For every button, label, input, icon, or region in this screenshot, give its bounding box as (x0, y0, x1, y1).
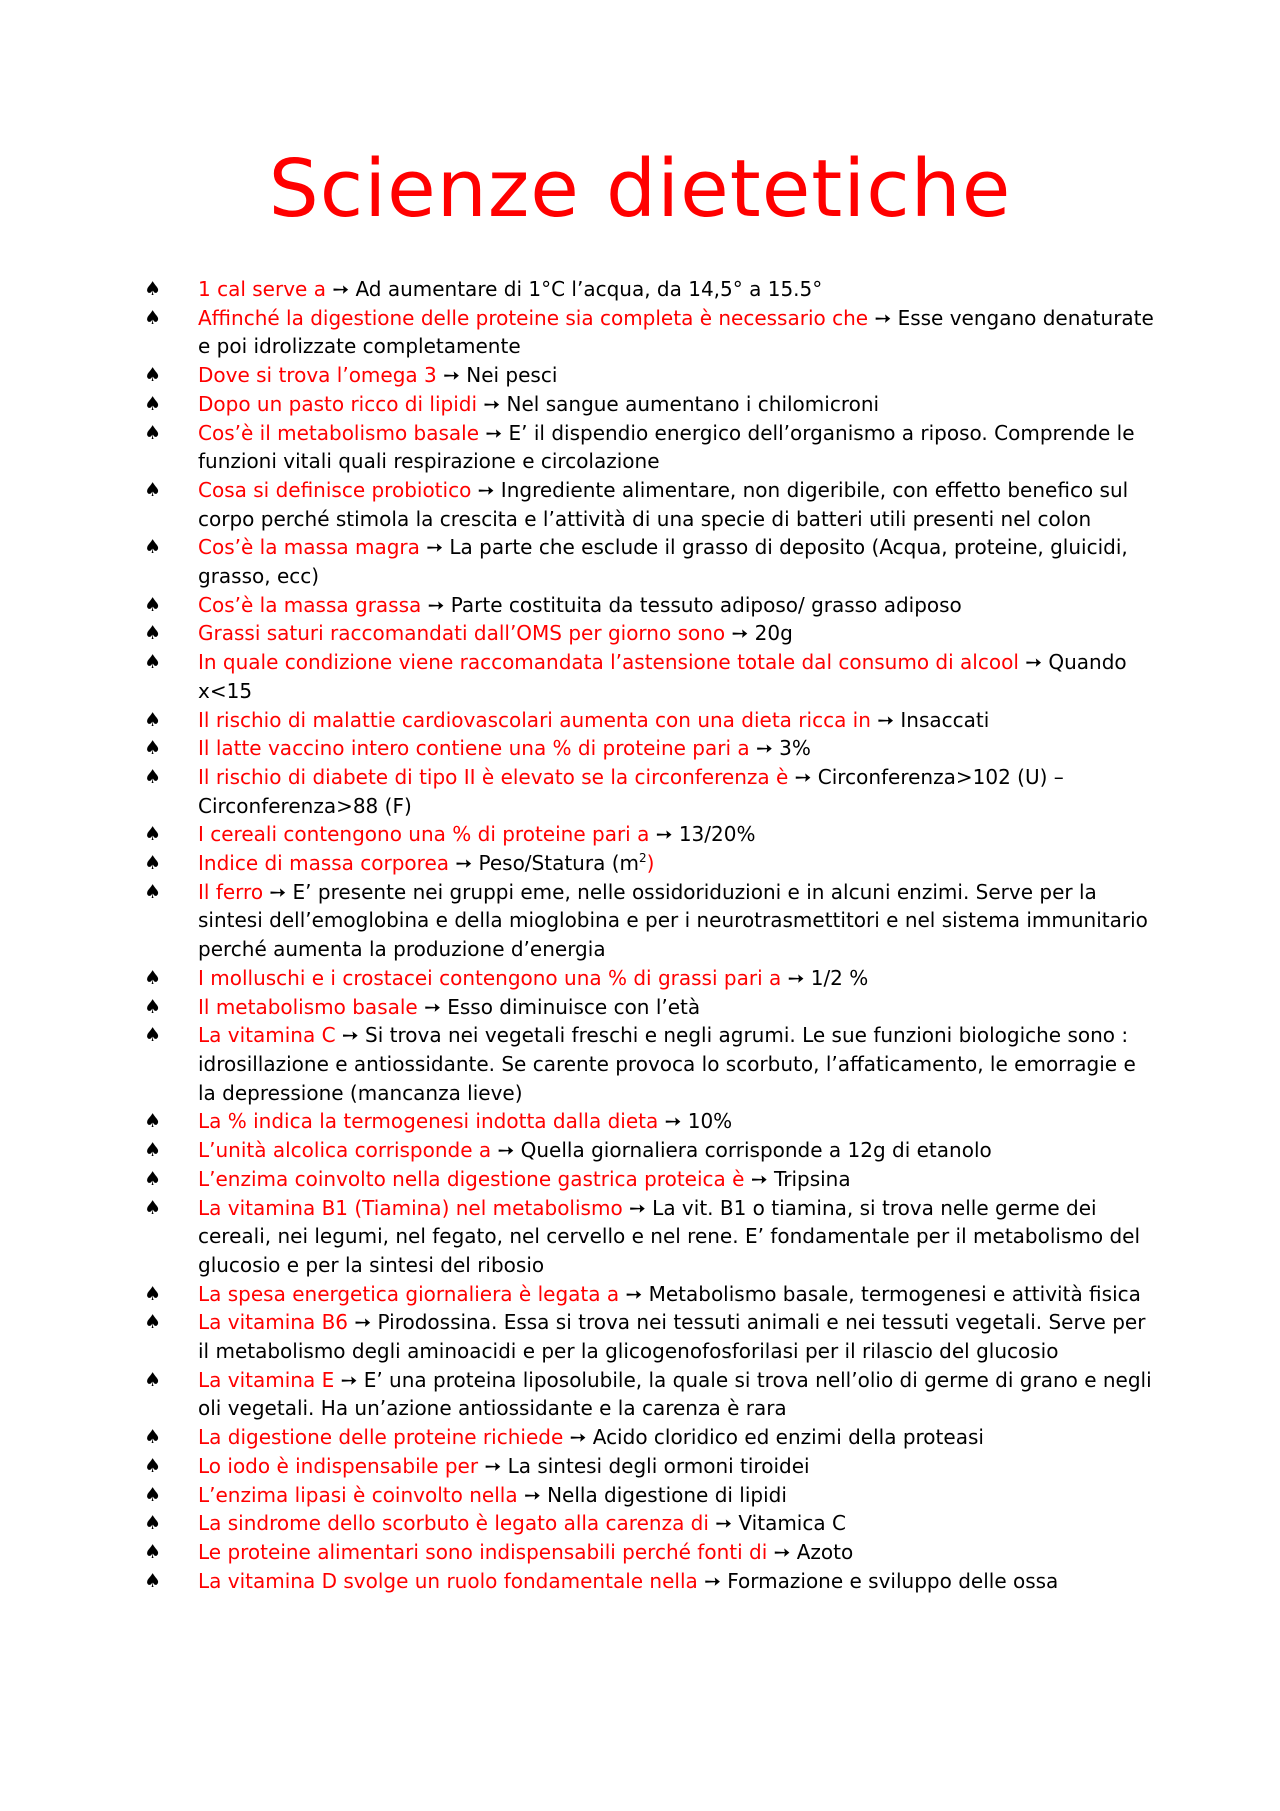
qa-list (144, 275, 1158, 1595)
qa-item (144, 304, 1158, 361)
qa-item (144, 476, 1158, 533)
qa-item (144, 275, 1158, 304)
arrow-icon: ➙ (483, 391, 501, 416)
qa-item (144, 1165, 1158, 1194)
answer-text: Esse vengano denaturate e poi idrolizzate completamente (198, 305, 1154, 359)
answer-text: Quella giornaliera corrisponde a 12g di etanolo (520, 1138, 992, 1163)
question-text: La vitamina B6 (198, 1310, 349, 1335)
arrow-icon: ➙ (629, 1195, 646, 1220)
arrow-icon: ➙ (443, 363, 460, 388)
spade-bullet-icon: ♠ (144, 1024, 162, 1047)
answer-text: E’ una proteina liposolubile, la quale si trova nell’olio di germe di grano e negli oli vegetali. Ha un’azione antiossidante e la carenza è rara (198, 1367, 1152, 1421)
question-text: La vitamina C (198, 1023, 336, 1048)
qa-item (144, 1452, 1158, 1481)
question-text: Il latte vaccino intero contiene una % di proteine pari a (198, 736, 750, 761)
qa-item (144, 390, 1158, 419)
qa-item (144, 763, 1158, 820)
spade-bullet-icon: ♠ (144, 737, 162, 760)
qa-item (144, 1423, 1158, 1452)
question-text: Dopo un pasto ricco di lipidi (198, 391, 478, 416)
question-text: Grassi saturi raccomandati dall’OMS per giorno sono (198, 621, 726, 646)
spade-bullet-icon: ♠ (144, 392, 162, 415)
spade-bullet-icon: ♠ (144, 1569, 162, 1592)
qa-item (144, 1308, 1158, 1365)
question-text: La % indica la termogenesi indotta dalla dieta (198, 1109, 659, 1134)
spade-bullet-icon: ♠ (144, 364, 162, 387)
question-text: Il metabolismo basale (198, 994, 418, 1019)
arrow-icon: ➙ (787, 965, 805, 990)
arrow-icon: ➙ (1025, 650, 1043, 675)
question-text: I cereali contengono una % di proteine pari a (198, 822, 650, 847)
question-text: Cosa si definisce probiotico (198, 477, 472, 502)
spade-bullet-icon: ♠ (144, 708, 162, 731)
spade-bullet-icon: ♠ (144, 1426, 162, 1449)
arrow-icon: ➙ (497, 1138, 515, 1163)
question-text: Cos’è il metabolismo basale (198, 420, 480, 445)
arrow-icon: ➙ (477, 477, 495, 502)
arrow-icon: ➙ (340, 1367, 358, 1392)
question-text: Dove si trova l’omega 3 (198, 363, 437, 388)
question-text: 1 cal serve a (198, 277, 326, 301)
answer-text: Nel sangue aumentano i chilomicroni (506, 391, 880, 416)
question-text: La vitamina D svolge un ruolo fondamentale nella (198, 1568, 698, 1593)
question-text: La spesa energetica giornaliera è legata a (198, 1281, 626, 1306)
answer-text: 13/20% (678, 822, 756, 847)
qa-item (144, 734, 1158, 763)
arrow-icon: ➙ (874, 305, 892, 330)
question-text: Il rischio di diabete di tipo II è elevato se la circonferenza è (198, 764, 789, 789)
qa-item (144, 1481, 1158, 1510)
qa-item (144, 533, 1158, 590)
answer-text: Tripsina (773, 1166, 851, 1191)
arrow-icon: ➙ (731, 621, 749, 646)
answer-text: 10% (687, 1109, 733, 1134)
qa-item (144, 964, 1158, 993)
spade-bullet-icon: ♠ (144, 1454, 162, 1477)
arrow-icon: ➙ (625, 1281, 643, 1306)
answer-text: 20g (754, 621, 793, 646)
qa-item (144, 1194, 1158, 1280)
answer-text: Quando x<15 (198, 650, 1127, 703)
arrow-icon: ➙ (877, 707, 895, 732)
spade-bullet-icon: ♠ (144, 1368, 162, 1391)
question-text: In quale condizione viene raccomandata l’astensione totale dal consumo di alcool (198, 650, 1019, 675)
arrow-icon: ➙ (424, 994, 441, 1019)
spade-bullet-icon: ♠ (144, 1483, 162, 1506)
arrow-icon: ➙ (715, 1511, 733, 1536)
spade-bullet-icon: ♠ (144, 1540, 162, 1563)
qa-item (144, 1021, 1158, 1107)
spade-bullet-icon: ♠ (144, 966, 162, 989)
qa-item (144, 591, 1158, 620)
qa-item (144, 706, 1158, 735)
spade-bullet-icon: ♠ (144, 1282, 162, 1305)
spade-bullet-icon: ♠ (144, 823, 162, 846)
arrow-icon: ➙ (455, 851, 473, 876)
arrow-icon: ➙ (773, 1539, 791, 1564)
spade-bullet-icon: ♠ (144, 622, 162, 645)
qa-item (144, 648, 1158, 705)
answer-text: Acido cloridico ed enzimi della proteasi (592, 1425, 984, 1450)
page-title: Scienze dietetiche (268, 143, 1012, 235)
answer-text: Peso/Statura (m (478, 851, 639, 876)
qa-item (144, 361, 1158, 390)
answer-text: 3% (779, 736, 811, 761)
question-text: Cos’è la massa grassa (198, 592, 422, 617)
spade-bullet-icon: ♠ (144, 765, 162, 788)
answer-text: La vit. B1 o tiamina, si trova nelle germe dei cereali, nei legumi, nel fegato, nel cervello e nel rene. E’ fondamentale per il metabolismo del glucosio e per la sintesi del ribosio (198, 1195, 1141, 1277)
arrow-icon: ➙ (485, 420, 503, 445)
spade-bullet-icon: ♠ (144, 1311, 162, 1334)
answer-text: La sintesi degli ormoni tiroidei (507, 1453, 810, 1478)
qa-item (144, 849, 1158, 878)
answer-text: E’ presente nei gruppi eme, nelle ossidoriduzioni e in alcuni enzimi. Serve per la sintesi dell’emoglobina e della mioglobina e per i neurotrasmettitori e nel sistema immunitario perché aumenta la produzione d’energia (198, 879, 1148, 962)
arrow-icon: ➙ (664, 1109, 682, 1134)
answer-text: Ad aumentare di 1°C l’acqua, da 14,5° a 15.5° (355, 277, 823, 301)
answer-tail: ) (646, 851, 655, 876)
arrow-icon: ➙ (569, 1425, 587, 1450)
answer-text: Metabolismo basale, termogenesi e attività fisica (648, 1281, 1141, 1306)
spade-bullet-icon: ♠ (144, 1196, 162, 1219)
qa-item (144, 619, 1158, 648)
question-text: L’enzima coinvolto nella digestione gastrica proteica è (198, 1166, 745, 1191)
arrow-icon: ➙ (794, 764, 812, 789)
spade-bullet-icon: ♠ (144, 995, 162, 1018)
qa-item (144, 820, 1158, 849)
spade-bullet-icon: ♠ (144, 478, 162, 501)
arrow-icon: ➙ (269, 879, 287, 904)
answer-superscript: 2 (638, 851, 647, 866)
answer-text: Formazione e sviluppo delle ossa (727, 1568, 1059, 1593)
question-text: Cos’è la massa magra (198, 535, 420, 560)
spade-bullet-icon: ♠ (144, 593, 162, 616)
answer-text: Nella digestione di lipidi (547, 1482, 787, 1507)
qa-item (144, 419, 1158, 476)
spade-bullet-icon: ♠ (144, 651, 162, 674)
qa-item (144, 1136, 1158, 1165)
question-text: La vitamina B1 (Tiamina) nel metabolismo (198, 1195, 623, 1220)
qa-item (144, 1538, 1158, 1567)
qa-item (144, 993, 1158, 1022)
arrow-icon: ➙ (427, 592, 445, 617)
spade-bullet-icon: ♠ (144, 278, 162, 300)
answer-text: Parte costituita da tessuto adiposo/ grasso adiposo (450, 592, 962, 617)
question-text: Indice di massa corporea (198, 851, 450, 876)
spade-bullet-icon: ♠ (144, 421, 162, 444)
answer-text: Si trova nei vegetali freschi e negli agrumi. Le sue funzioni biologiche sono : idrosillazione e antiossidante. Se carente provoca lo scorbuto, l’affaticamento, le emorragie e la depressione (mancanza lieve) (198, 1023, 1136, 1105)
question-text: La vitamina E (198, 1367, 335, 1392)
answer-text: Azoto (796, 1539, 854, 1564)
question-text: Lo iodo è indispensabile per (198, 1453, 479, 1478)
question-text: Il rischio di malattie cardiovascolari aumenta con una dieta ricca in (198, 707, 871, 732)
answer-text: Nei pesci (466, 363, 558, 388)
arrow-icon: ➙ (484, 1453, 502, 1478)
question-text: Le proteine alimentari sono indispensabili perché fonti di (198, 1539, 768, 1564)
answer-text: La parte che esclude il grasso di deposito (Acqua, proteine, gluicidi, grasso, ecc) (198, 535, 1128, 589)
question-text: La digestione delle proteine richiede (198, 1425, 564, 1450)
arrow-icon: ➙ (750, 1166, 768, 1191)
qa-item (144, 1567, 1158, 1596)
answer-text: 1/2 % (810, 965, 869, 990)
arrow-icon: ➙ (332, 277, 350, 301)
arrow-icon: ➙ (655, 822, 673, 847)
spade-bullet-icon: ♠ (144, 536, 162, 559)
question-text: I molluschi e i crostacei contengono una % di grassi pari a (198, 965, 782, 990)
spade-bullet-icon: ♠ (144, 1512, 162, 1535)
question-text: L’unità alcolica corrisponde a (198, 1138, 492, 1163)
spade-bullet-icon: ♠ (144, 1110, 162, 1133)
spade-bullet-icon: ♠ (144, 852, 162, 875)
qa-item (144, 1280, 1158, 1309)
qa-item (144, 1509, 1158, 1538)
answer-text: Insaccati (900, 707, 990, 732)
arrow-icon: ➙ (426, 535, 444, 560)
spade-bullet-icon: ♠ (144, 880, 162, 903)
arrow-icon: ➙ (341, 1023, 359, 1048)
spade-bullet-icon: ♠ (144, 306, 162, 329)
answer-text: E’ il dispendio energico dell’organismo a riposo. Comprende le funzioni vitali quali respirazione e circolazione (198, 420, 1135, 474)
arrow-icon: ➙ (354, 1310, 372, 1335)
spade-bullet-icon: ♠ (144, 1167, 162, 1190)
question-text: Affinché la digestione delle proteine sia completa è necessario che (198, 305, 869, 330)
spade-bullet-icon: ♠ (144, 1139, 162, 1162)
question-text: Il ferro (198, 879, 264, 904)
answer-text: Esso diminuisce con l’età (447, 994, 701, 1019)
arrow-icon: ➙ (523, 1482, 541, 1507)
answer-text: Circonferenza>102 (U) – Circonferenza>88 (F) (198, 764, 1064, 818)
answer-text: Ingrediente alimentare, non digeribile, con effetto benefico sul corpo perché stimola la crescita e l’attività di una specie di batteri utili presenti nel colon (198, 477, 1129, 531)
answer-text: Pirodossina. Essa si trova nei tessuti animali e nei tessuti vegetali. Serve per il metabolismo degli aminoacidi e per la glicogenofosforilasi per il rilascio del glucosio (198, 1310, 1146, 1364)
answer-text: Vitamica C (738, 1511, 846, 1536)
qa-item (144, 1366, 1158, 1423)
qa-item (144, 878, 1158, 964)
question-text: La sindrome dello scorbuto è legato alla carenza di (198, 1511, 709, 1536)
arrow-icon: ➙ (704, 1568, 721, 1593)
arrow-icon: ➙ (755, 736, 773, 761)
qa-item (144, 1107, 1158, 1136)
question-text: L’enzima lipasi è coinvolto nella (198, 1482, 518, 1507)
